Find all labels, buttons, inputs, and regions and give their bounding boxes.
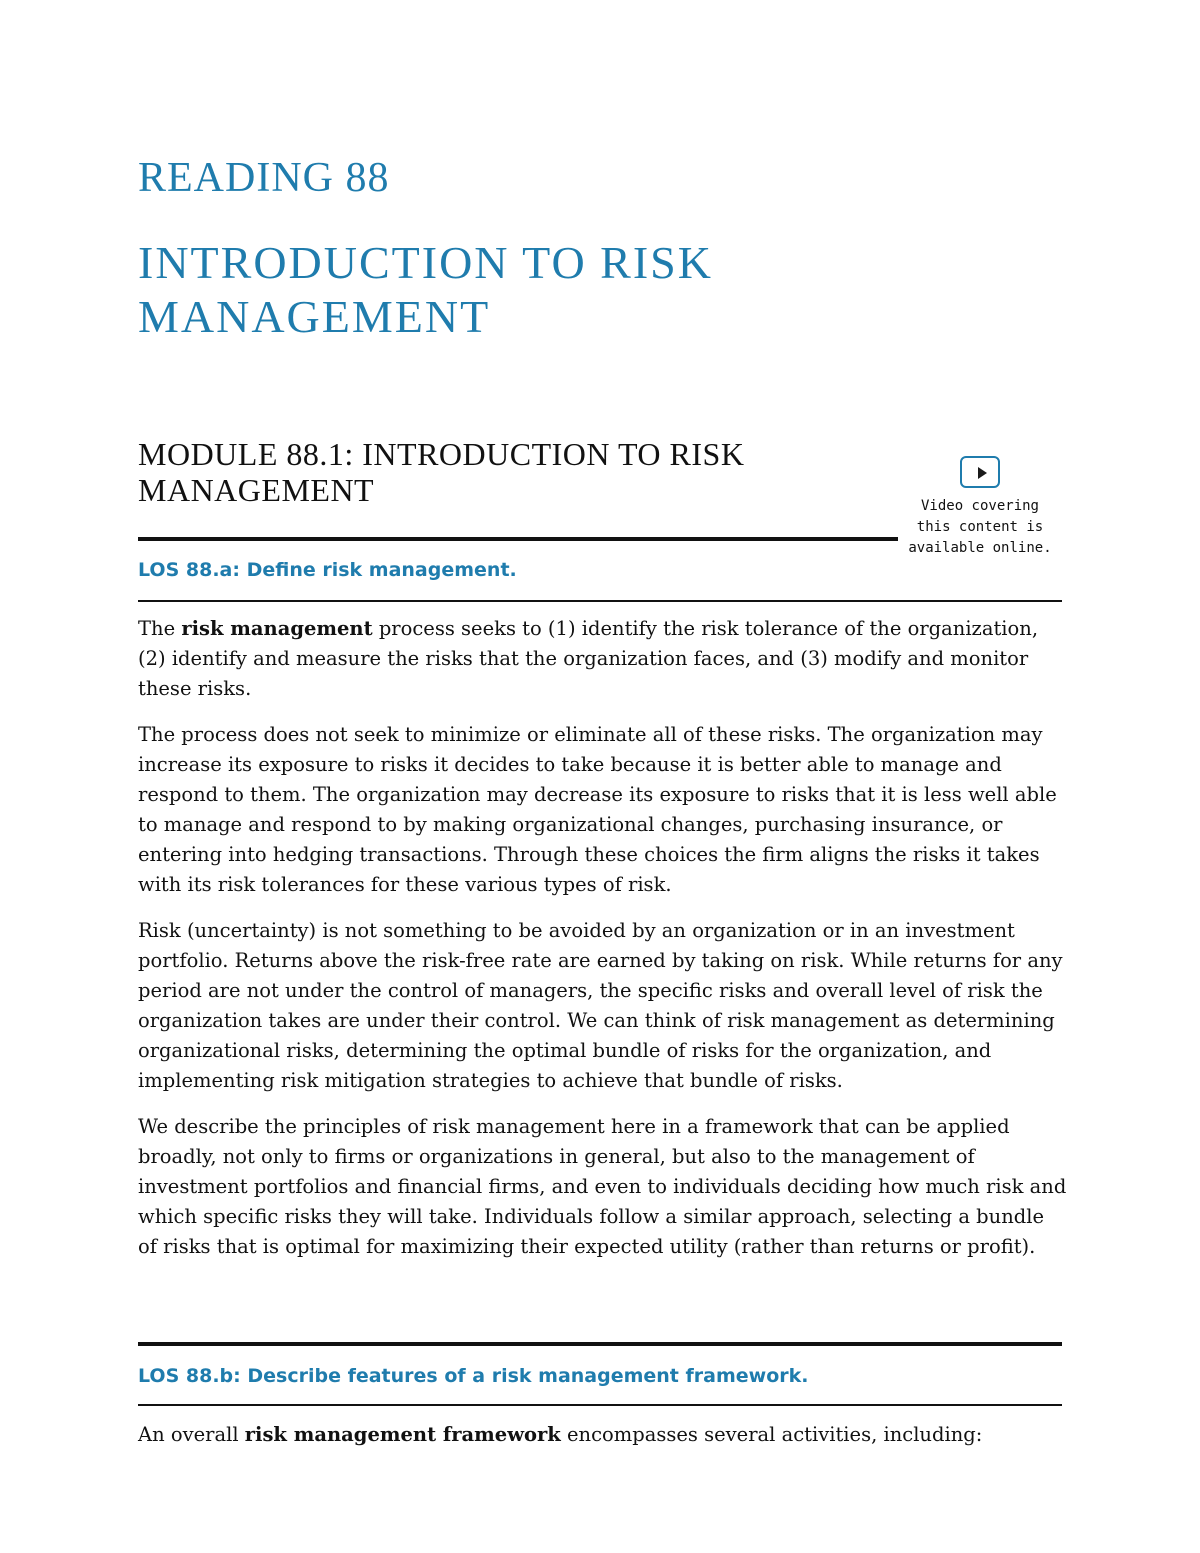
play-icon <box>978 467 987 479</box>
paragraph-framework-activities: An overall risk management framework encompasses several activities, including: <box>138 1423 983 1446</box>
term-risk-management: risk management <box>181 617 373 640</box>
paragraph-risk-uncertainty: Risk (uncertainty) is not something to be avoided by an organization or in an investment portfolio. Returns above the risk-free rate are earned by taking on risk. While returns for any period are not under the control of managers, the specific risks and overall level of risk the organization takes are under their control. We can think of risk management as determining organizational risks, determining the optimal bundle of risks for the organization, and implementing risk mitigation strategies to achieve that bundle of risks. <box>138 919 1063 1092</box>
los-a-body <box>138 614 1068 1278</box>
module-title: MODULE 88.1: INTRODUCTION TO RISK MANAGEMENT <box>138 436 745 508</box>
paragraph-framework-principles: We describe the principles of risk management here in a framework that can be applied broadly, not only to firms or organizations in general, but also to the management of investment portfolios and financial firms, and even to individuals deciding how much risk and which specific risks they will take. Individuals follow a similar approach, selecting a bundle of risks that is optimal for maximizing their expected utility (rather than returns or profit). <box>138 1115 1067 1258</box>
los-b-body <box>138 1420 1068 1466</box>
reading-number: READING 88 <box>138 155 390 201</box>
los-b-top-divider <box>138 1342 1062 1346</box>
term-risk-management-framework: risk management framework <box>244 1423 561 1446</box>
paragraph-process-scope: The process does not seek to minimize or eliminate all of these risks. The organization may increase its exposure to risks it decides to take because it is better able to manage and respond to them. The organization may decrease its exposure to risks that it is less well able to manage and respond to by making organizational changes, purchasing insurance, or entering into hedging transactions. Through these choices the firm aligns the risks it takes with its risk tolerances for these various types of risk. <box>138 723 1057 896</box>
video-play-button[interactable] <box>960 456 1000 488</box>
paragraph-risk-management-process: The risk management process seeks to (1) identify the risk tolerance of the organization, (2) identify and measure the risks that the organization faces, and (3) modify and monitor these risks. <box>138 617 1039 700</box>
los-b-divider <box>138 1404 1062 1406</box>
los-a-heading: LOS 88.a: Define risk management. <box>138 559 517 581</box>
module-divider <box>138 537 898 541</box>
video-callout <box>905 456 1055 559</box>
los-a-divider <box>138 600 1062 602</box>
video-caption: Video covering this content is available online. <box>908 498 1052 556</box>
reading-title: INTRODUCTION TO RISK MANAGEMENT <box>138 237 713 342</box>
los-b-heading: LOS 88.b: Describe features of a risk management framework. <box>138 1365 809 1387</box>
